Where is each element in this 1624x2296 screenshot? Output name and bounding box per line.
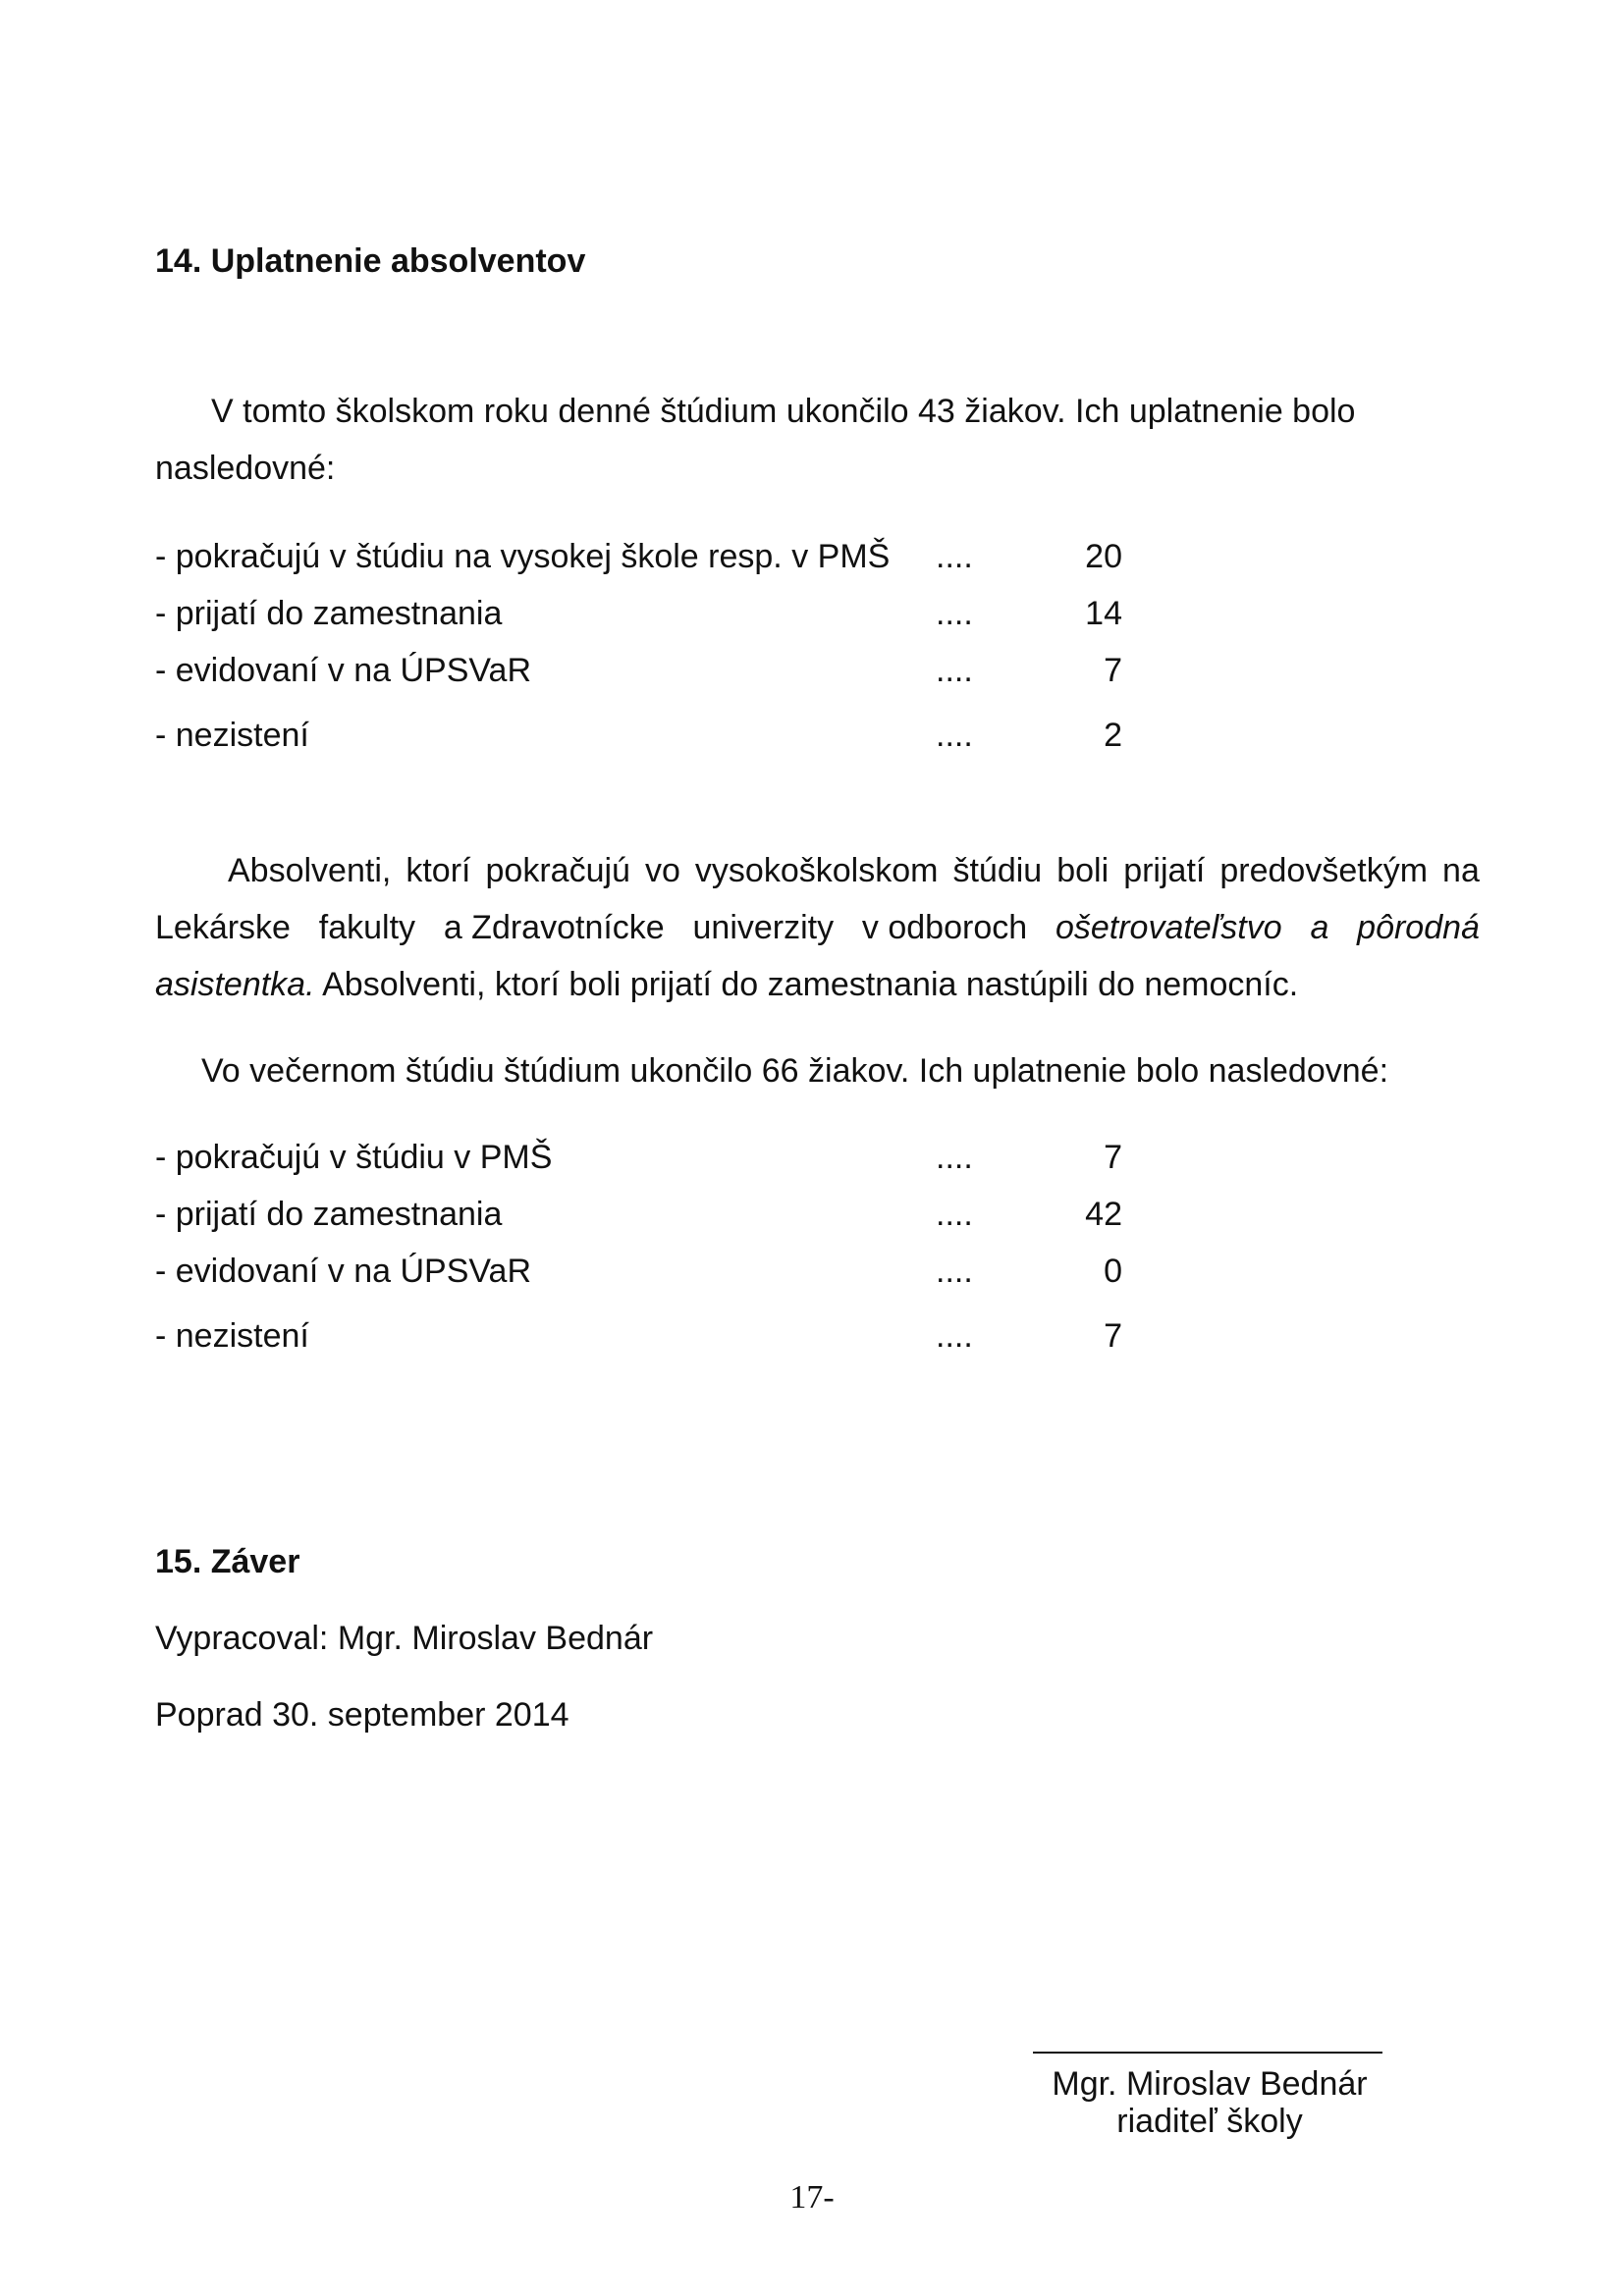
row-dots: .... (936, 1196, 973, 1233)
row-value: 7 (1104, 652, 1122, 689)
row-value: 7 (1104, 1139, 1122, 1176)
word: univerzity (692, 909, 835, 946)
row-dots: .... (936, 595, 973, 632)
word: v odboroch (861, 909, 1028, 946)
row-label: - evidovaní v na ÚPSVaR (155, 652, 531, 689)
word: boli (1056, 852, 1110, 889)
row-value: 14 (1085, 595, 1122, 632)
paragraph-line-2 (155, 899, 1480, 956)
word-italic: a (1310, 909, 1329, 946)
row-label: - nezistení (155, 717, 309, 754)
italic-text: asistentka. (155, 966, 315, 1003)
intro-line-1: V tomto školskom roku denné štúdium ukončilo 43 žiakov. Ich uplatnenie bolo (211, 393, 1356, 430)
day-row (155, 652, 1122, 701)
day-row (155, 538, 1122, 587)
section-14-title: 14. Uplatnenie absolventov (155, 242, 586, 280)
row-dots: .... (936, 652, 973, 689)
place-date: Poprad 30. september 2014 (155, 1696, 569, 1734)
word-italic: ošetrovateľstvo (1055, 909, 1282, 946)
justified-line (155, 899, 1480, 956)
evening-row (155, 1253, 1122, 1302)
evening-row (155, 1139, 1122, 1188)
word: štúdiu (952, 852, 1043, 889)
row-label: - evidovaní v na ÚPSVaR (155, 1253, 531, 1290)
word: predovšetkým (1219, 852, 1429, 889)
row-label: - nezistení (155, 1317, 309, 1355)
word: Absolventi, (228, 852, 392, 889)
row-value: 0 (1104, 1253, 1122, 1290)
row-value: 20 (1085, 538, 1122, 575)
evening-row (155, 1317, 1122, 1366)
row-dots: .... (936, 717, 973, 754)
paragraph-line-3 (155, 956, 1298, 1013)
row-label: - pokračujú v štúdiu na vysokej škole resp. v PMŠ (155, 538, 891, 575)
word: prijatí (1123, 852, 1206, 889)
signature-line (1033, 2052, 1382, 2054)
row-dots: .... (936, 538, 973, 575)
word: Lekárske (155, 909, 291, 946)
day-row (155, 717, 1122, 766)
day-row (155, 595, 1122, 644)
row-label: - prijatí do zamestnania (155, 1196, 503, 1233)
page-number: 17- (789, 2179, 835, 2216)
word: pokračujú (485, 852, 630, 889)
word: na (1442, 852, 1480, 889)
signature-role: riaditeľ školy (1116, 2103, 1303, 2140)
word: vo (644, 852, 680, 889)
row-label: - prijatí do zamestnania (155, 595, 503, 632)
row-dots: .... (936, 1139, 973, 1176)
row-value: 2 (1104, 717, 1122, 754)
row-dots: .... (936, 1253, 973, 1290)
section-15-title: 15. Záver (155, 1543, 300, 1580)
row-value: 42 (1085, 1196, 1122, 1233)
row-label: - pokračujú v štúdiu v PMŠ (155, 1139, 553, 1176)
prepared-by: Vypracoval: Mgr. Miroslav Bednár (155, 1620, 654, 1657)
row-dots: .... (936, 1317, 973, 1355)
word: fakulty (318, 909, 416, 946)
paragraph-line-1 (228, 842, 1480, 899)
word: a Zdravotnícke (443, 909, 665, 946)
paragraph-text: Absolventi, ktorí boli prijatí do zamestnania nastúpili do nemocníc. (314, 966, 1299, 1003)
word: vysokoškolskom (694, 852, 939, 889)
intro-line-2: nasledovné: (155, 450, 336, 487)
signature-name: Mgr. Miroslav Bednár (1052, 2065, 1368, 2103)
justified-line (228, 842, 1480, 899)
evening-row (155, 1196, 1122, 1245)
word-italic: pôrodná (1357, 909, 1480, 946)
word: ktorí (406, 852, 471, 889)
evening-intro: Vo večernom štúdiu štúdium ukončilo 66 žiakov. Ich uplatnenie bolo nasledovné: (201, 1052, 1389, 1090)
row-value: 7 (1104, 1317, 1122, 1355)
